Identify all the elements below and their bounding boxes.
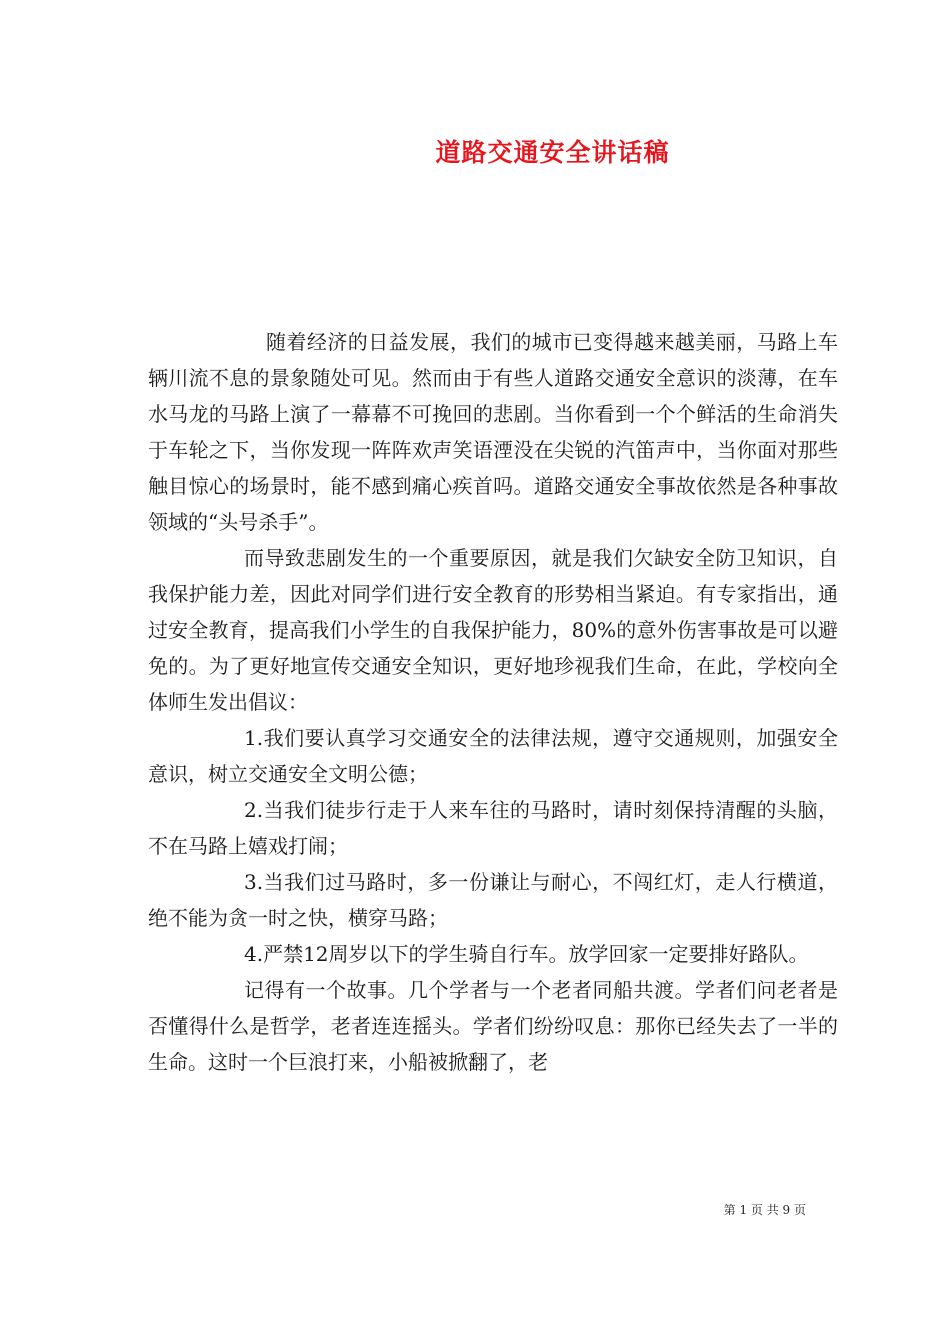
- list-item-3: 3.当我们过马路时，多一份谦让与耐心，不闯红灯，走人行横道，绝不能为贪一时之快，横穿马路；: [148, 870, 838, 930]
- document-body: [148, 324, 838, 1080]
- paragraph-intro: 随着经济的日益发展，我们的城市已变得越来越美丽，马路上车辆川流不息的景象随处可见。然而由于有些人道路交通安全意识的淡薄，在车水马龙的马路上演了一幕幕不可挽回的悲剧。当你看到一个个鲜活的生命消失于车轮之下，当你发现一阵阵欢声笑语湮没在尖锐的汽笛声中，当你面对那些触目惊心的场景时，能不感到痛心疾首吗。道路交通安全事故依然是各种事故领域的“头号杀手”。: [148, 330, 838, 534]
- paragraph-reason: 而导致悲剧发生的一个重要原因，就是我们欠缺安全防卫知识，自我保护能力差，因此对同学们进行安全教育的形势相当紧迫。有专家指出，通过安全教育，提高我们小学生的自我保护能力，80%的意外伤害事故是可以避免的。为了更好地宣传交通安全知识，更好地珍视我们生命，在此，学校向全体师生发出倡议：: [148, 546, 838, 714]
- list-item-2: 2.当我们徒步行走于人来车往的马路时，请时刻保持清醒的头脑，不在马路上嬉戏打闹；: [148, 798, 838, 858]
- list-item-4: 4.严禁12周岁以下的学生骑自行车。放学回家一定要排好路队。: [244, 942, 809, 966]
- paragraph-story: 记得有一个故事。几个学者与一个老者同船共渡。学者们问老者是否懂得什么是哲学，老者连连摇头。学者们纷纷叹息：那你已经失去了一半的生命。这时一个巨浪打来，小船被掀翻了，老: [148, 978, 838, 1074]
- document-title: 道路交通安全讲话稿: [435, 138, 670, 167]
- list-item-1: 1.我们要认真学习交通安全的法律法规，遵守交通规则，加强安全意识，树立交通安全文明公德；: [148, 726, 838, 786]
- page-number: 第 1 页 共 9 页: [723, 1203, 806, 1217]
